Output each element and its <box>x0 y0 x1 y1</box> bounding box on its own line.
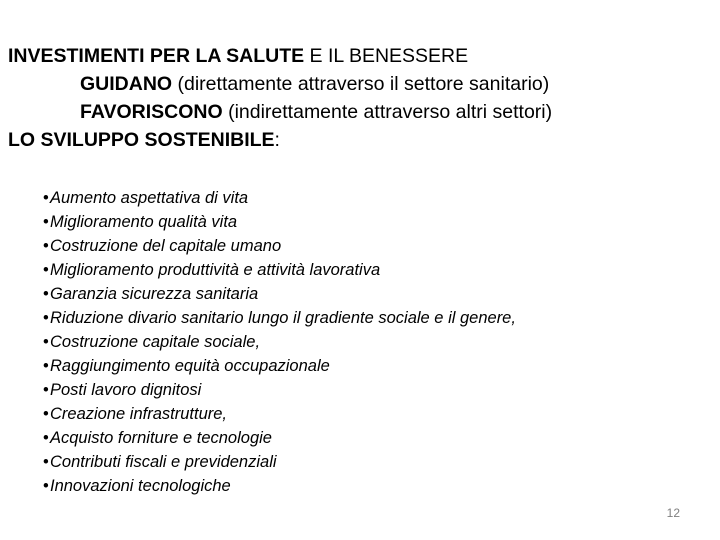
heading-line-4-bold: LO SVILUPPO SOSTENIBILE <box>8 129 275 151</box>
list-item <box>43 330 683 354</box>
bullet-icon: • <box>43 477 49 495</box>
heading-line-1-bold: INVESTIMENTI PER LA SALUTE <box>8 45 305 67</box>
bullet-icon: • <box>43 189 49 207</box>
list-item-text: Innovazioni tecnologiche <box>50 477 231 495</box>
bullet-icon: • <box>43 285 49 303</box>
heading-line-3-bold: FAVORISCONO <box>80 101 223 123</box>
bullet-icon: • <box>43 309 49 327</box>
heading-line-2-rest: (direttamente attraverso il settore sanitario) <box>172 73 550 95</box>
slide-heading <box>8 42 708 154</box>
list-item <box>43 354 683 378</box>
bullet-icon: • <box>43 453 49 471</box>
list-item-text: Miglioramento produttività e attività lavorativa <box>50 261 381 279</box>
list-item-text: Miglioramento qualità vita <box>50 213 238 231</box>
list-item-text: Raggiungimento equità occupazionale <box>50 357 330 375</box>
list-item <box>43 258 683 282</box>
bullet-icon: • <box>43 237 49 255</box>
heading-line-2-bold: GUIDANO <box>80 73 173 95</box>
list-item-text: Acquisto forniture e tecnologie <box>50 429 272 447</box>
list-item-text: Riduzione divario sanitario lungo il gradiente sociale e il genere, <box>50 309 516 327</box>
list-item-text: Contributi fiscali e previdenziali <box>50 453 277 471</box>
list-item <box>43 450 683 474</box>
list-item <box>43 426 683 450</box>
list-item-text: Garanzia sicurezza sanitaria <box>50 285 259 303</box>
list-item-text: Costruzione del capitale umano <box>50 237 282 255</box>
heading-line-1 <box>8 42 708 70</box>
list-item-text: Posti lavoro dignitosi <box>50 381 202 399</box>
list-item <box>43 234 683 258</box>
page-number: 12 <box>666 506 680 520</box>
list-item <box>43 402 683 426</box>
list-item <box>43 186 683 210</box>
list-item-text: Aumento aspettativa di vita <box>50 189 249 207</box>
list-item <box>43 210 683 234</box>
bullet-icon: • <box>43 357 49 375</box>
bullet-icon: • <box>43 405 49 423</box>
bullet-icon: • <box>43 213 49 231</box>
heading-line-4 <box>8 126 708 154</box>
list-item <box>43 282 683 306</box>
bullet-icon: • <box>43 261 49 279</box>
list-item <box>43 474 683 498</box>
bullet-icon: • <box>43 429 49 447</box>
heading-line-3 <box>8 98 708 126</box>
bullet-icon: • <box>43 381 49 399</box>
benefits-list <box>43 186 683 498</box>
list-item <box>43 378 683 402</box>
bullet-icon: • <box>43 333 49 351</box>
heading-line-3-rest: (indirettamente attraverso altri settori) <box>222 101 553 123</box>
list-item-text: Creazione infrastrutture, <box>50 405 227 423</box>
list-item <box>43 306 683 330</box>
heading-line-4-rest: : <box>274 129 280 151</box>
heading-line-2 <box>8 70 708 98</box>
list-item-text: Costruzione capitale sociale, <box>50 333 261 351</box>
heading-line-1-rest: E IL BENESSERE <box>304 45 469 67</box>
